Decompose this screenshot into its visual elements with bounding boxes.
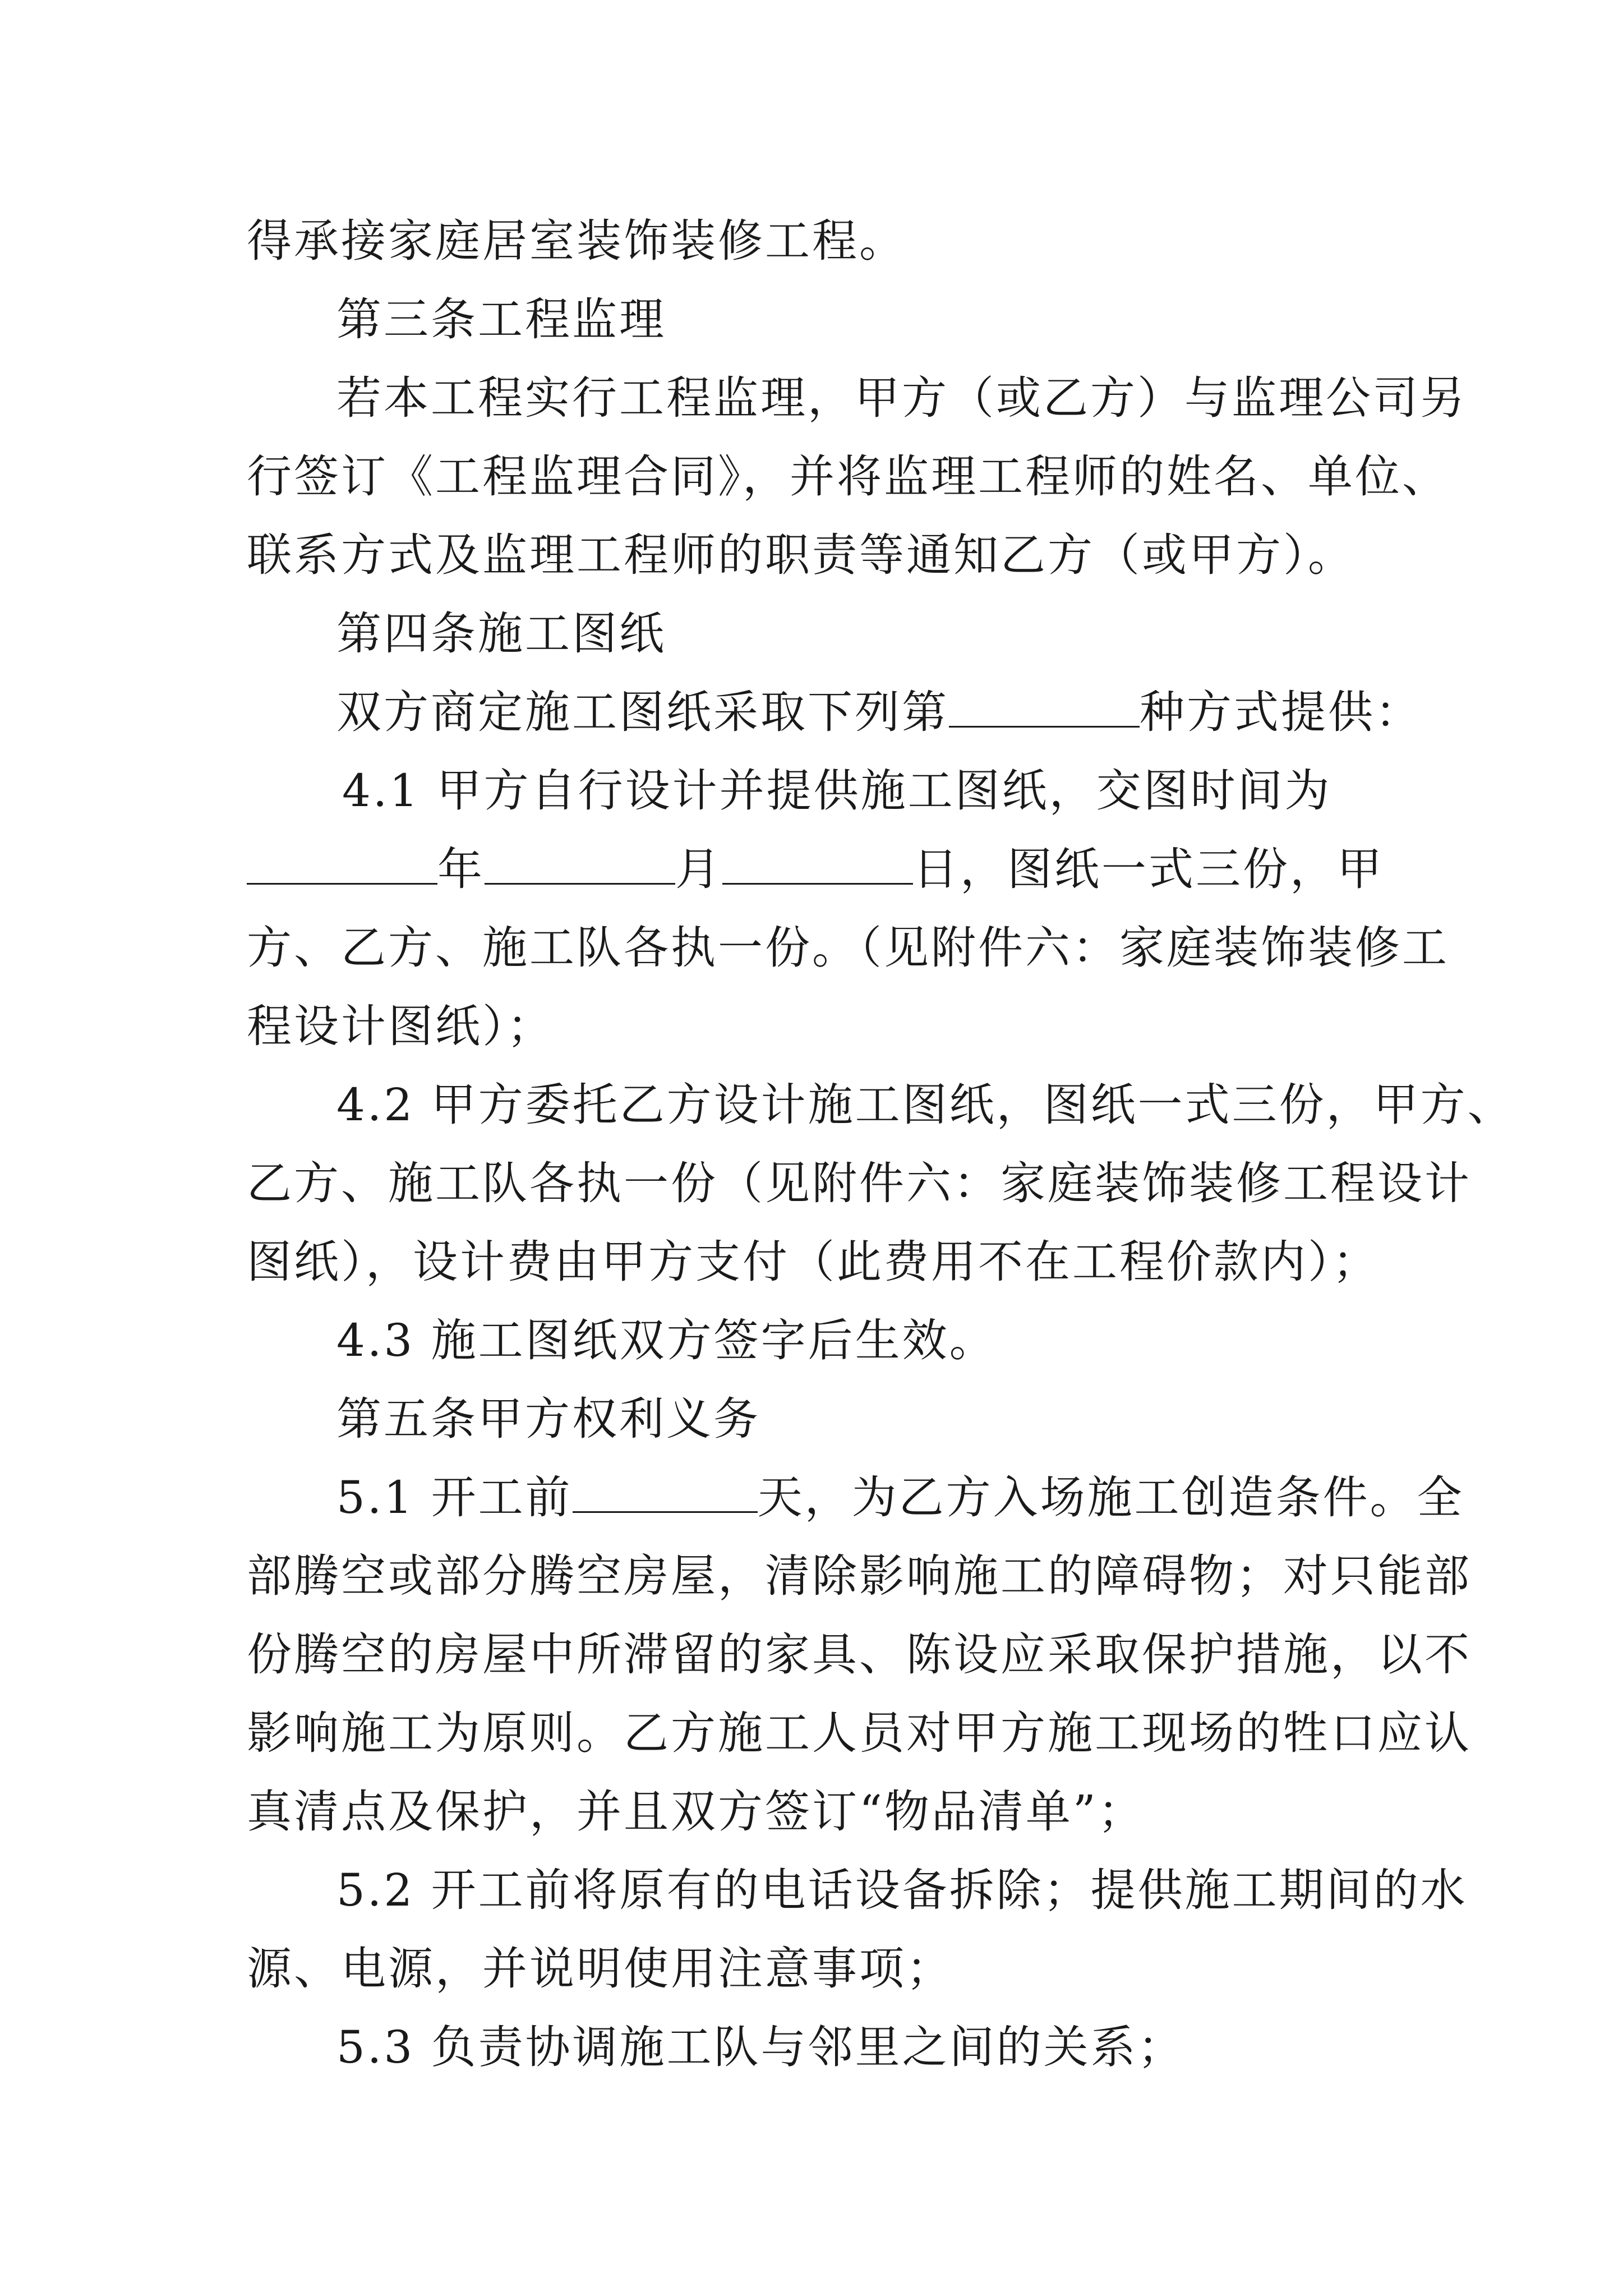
paragraph-line: 5.3 负责协调施工队与邻里之间的关系； xyxy=(336,2021,1185,2073)
paragraph-line: 4.2 甲方委托乙方设计施工图纸，图纸一式三份，甲方、 xyxy=(336,1079,1515,1131)
text-segment: 天，为乙方入场施工创造条件。全 xyxy=(757,1471,1464,1524)
text-segment: 年 xyxy=(437,843,485,895)
paragraph-line: 得承接家庭居室装饰装修工程。 xyxy=(247,215,906,267)
text-segment: 月 xyxy=(675,843,722,895)
fill-blank xyxy=(949,687,1140,728)
paragraph-line: 乙方、施工队各执一份（见附件六：家庭装饰装修工程设计 xyxy=(247,1157,1472,1209)
fill-blank-day xyxy=(722,844,913,885)
paragraph-line xyxy=(336,1470,1464,1526)
article-heading: 第四条施工图纸 xyxy=(336,608,666,660)
paragraph-line: 联系方式及监理工程师的职责等通知乙方（或甲方）。 xyxy=(247,529,1355,581)
paragraph-line: 图纸），设计费由甲方支付（此费用不在工程价款内）； xyxy=(247,1236,1380,1288)
paragraph-line: 方、乙方、施工队各执一份。（见附件六：家庭装饰装修工 xyxy=(247,922,1449,974)
paragraph-line: 行签订《工程监理合同》，并将监理工程师的姓名、单位、 xyxy=(247,450,1449,503)
fill-blank-year xyxy=(247,844,437,885)
fill-blank-days xyxy=(573,1472,758,1513)
paragraph-line: 若本工程实行工程监理，甲方（或乙方）与监理公司另 xyxy=(336,372,1467,424)
paragraph-line: 源、电源，并说明使用注意事项； xyxy=(247,1943,953,1995)
paragraph-line: 4.1 甲方自行设计并提供施工图纸，交图时间为 xyxy=(342,765,1332,817)
text-segment: 种方式提供： xyxy=(1140,686,1422,738)
text-segment: 双方商定施工图纸采取下列第 xyxy=(336,686,949,738)
paragraph-line: 5.2 开工前将原有的电话设备拆除；提供施工期间的水 xyxy=(336,1864,1468,1916)
fill-blank-month xyxy=(485,844,675,885)
paragraph-line: 份腾空的房屋中所滞留的家具、陈设应采取保护措施，以不 xyxy=(247,1628,1472,1681)
article-heading: 第五条甲方权利义务 xyxy=(336,1393,760,1445)
text-segment: 5.1 开工前 xyxy=(336,1471,573,1524)
paragraph-line: 4.3 施工图纸双方签字后生效。 xyxy=(336,1314,997,1366)
paragraph-line: 部腾空或部分腾空房屋，清除影响施工的障碍物；对只能部 xyxy=(247,1550,1472,1602)
paragraph-line: 真清点及保护，并且双方签订“物品清单”； xyxy=(247,1786,1145,1838)
paragraph-line xyxy=(247,841,1384,898)
text-segment: 日，图纸一式三份，甲 xyxy=(913,843,1384,895)
paragraph-line: 程设计图纸）； xyxy=(247,1000,554,1052)
paragraph-line: 影响施工为原则。乙方施工人员对甲方施工现场的牲口应认 xyxy=(247,1707,1472,1759)
paragraph-line xyxy=(336,684,1422,740)
article-heading: 第三条工程监理 xyxy=(336,293,666,346)
